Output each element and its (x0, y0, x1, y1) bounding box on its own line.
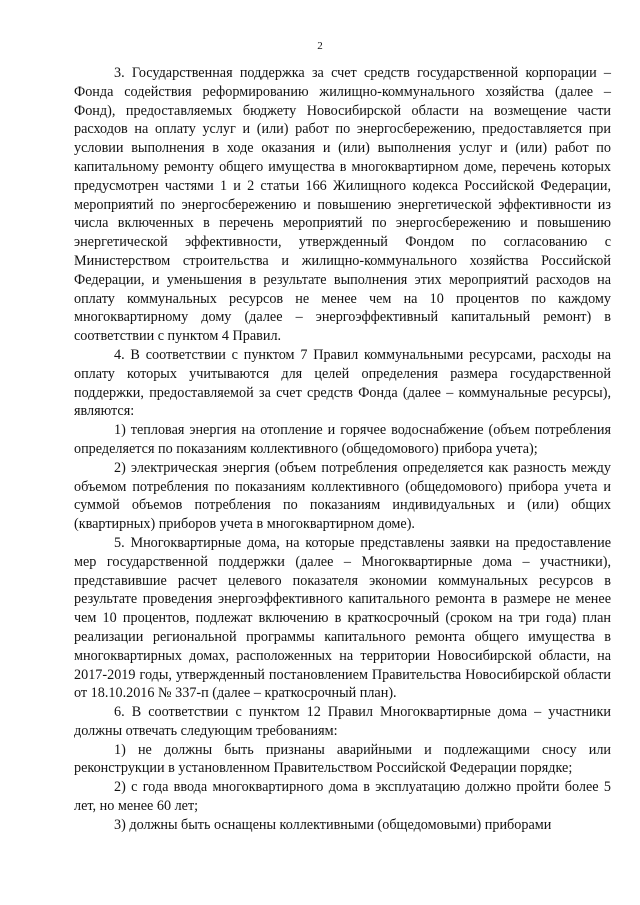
list-item-electric-energy: 2) электрическая энергия (объем потребления определяется как разность между объемом потребления по показаниям коллективного (общедомового) прибора учета и суммой объемов потребления по показаниям индивидуальных и (или) общих (квартирных) приборов учета в многоквартирном доме). (74, 459, 611, 533)
page-number: 2 (317, 40, 323, 52)
document-body (74, 64, 611, 835)
paragraph-6-requirements: 6. В соответствии с пунктом 12 Правил Многоквартирные дома – участники должны отвечать следующим требованиям: (74, 704, 611, 739)
paragraph-3-state-support: 3. Государственная поддержка за счет средств государственной корпорации – Фонда содействия реформированию жилищно-коммунального хозяйства (далее – Фонд), предоставляемых бюджету Новосибирской области на возмещение части расходов на оплату услуг и (или) работ по энергосбережению, предоставляется при условии выполнения в ходе оказания и (или) выполнения услуг и (или) работ по капитальному ремонту общего имущества в многоквартирном доме, перечень которых предусмотрен частями 1 и 2 статьи 166 Жилищного кодекса Российской Федерации, мероприятий по энергосбережению и повышению энергетической эффективности из числа включенных в перечень мероприятий по энергосбережению и повышению энергетической эффективности, утвержденный Фондом по согласованию с Министерством строительства и жилищно-коммунального хозяйства Российской Федерации, и уменьшения в результате выполнения этих мероприятий расходов на оплату коммунальных ресурсов не менее чем на 10 процентов по каждому многоквартирному дому (далее – энергоэффективный капитальный ремонт) в соответствии с пунктом 4 Правил. (74, 65, 611, 345)
paragraph-5-apartment-buildings: 5. Многоквартирные дома, на которые представлены заявки на предоставление мер государственной поддержки (далее – Многоквартирные дома – участники), представившие расчет целевого показателя экономии коммунальных ресурсов в результате проведения энергоэффективного капитального ремонта в размере не менее чем 10 процентов, подлежат включению в краткосрочный (сроком на три года) план реализации региональной программы капитального ремонта общего имущества в многоквартирных домах, расположенных на территории Новосибирской области, на 2017-2019 годы, утвержденный постановлением Правительства Новосибирской области от 18.10.2016 № 337-п (далее – краткосрочный план). (74, 534, 611, 702)
paragraph-4-communal-resources: 4. В соответствии с пунктом 7 Правил коммунальными ресурсами, расходы на оплату которых учитываются для целей определения размера государственной поддержки, предоставляемой за счет средств Фонда (далее – коммунальные ресурсы), являются: (74, 346, 611, 420)
list-item-not-emergency: 1) не должны быть признаны аварийными и подлежащими сносу или реконструкции в установленном Правительством Российской Федерации порядке; (74, 741, 611, 777)
list-item-building-age: 2) с года ввода многоквартирного дома в эксплуатацию должно пройти более 5 лет, но менее 60 лет; (74, 779, 611, 815)
list-item-heat-energy: 1) тепловая энергия на отопление и горячее водоснабжение (объем потребления определяется по показаниям коллективного (общедомового) прибора учета); (74, 422, 611, 457)
list-item-metering-devices: 3) должны быть оснащены коллективными (общедомовыми) приборами (114, 816, 552, 833)
